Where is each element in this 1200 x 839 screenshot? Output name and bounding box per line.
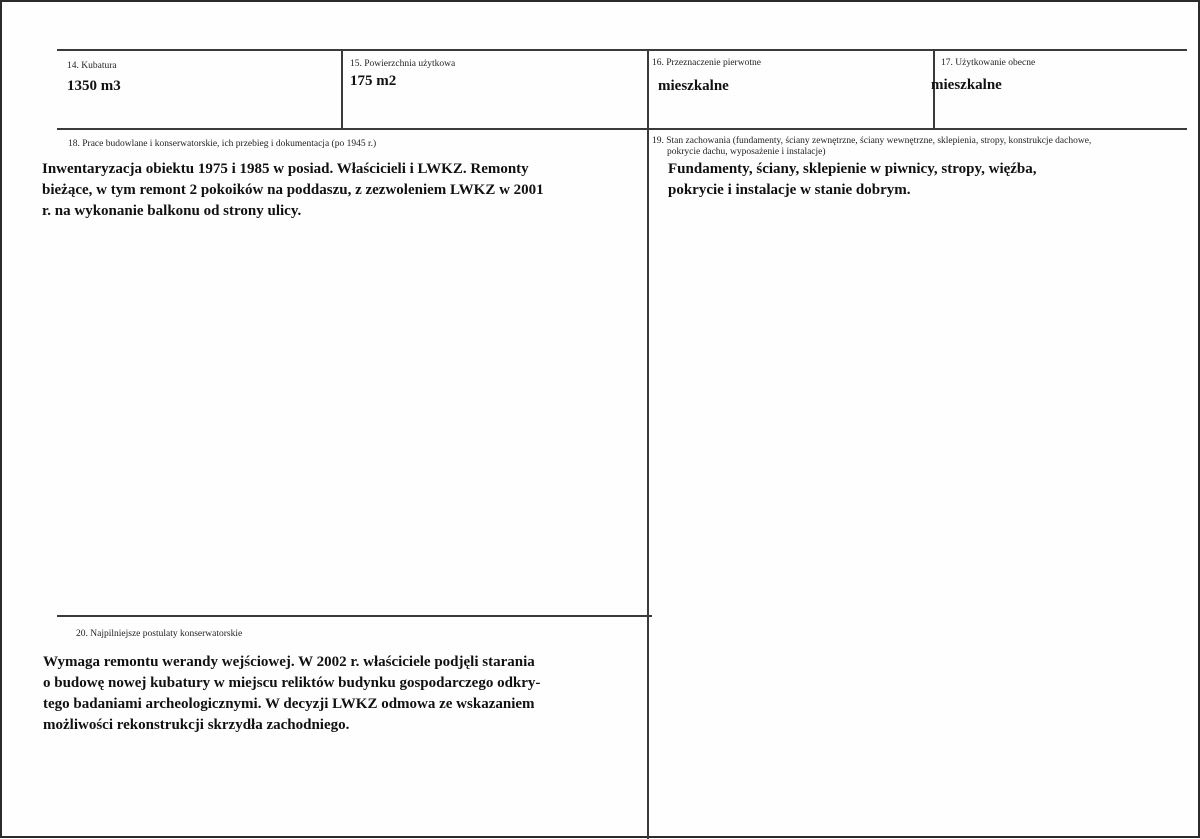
field-19-line: Fundamenty, ściany, sklepienie w piwnicy, stropy, więźba, — [668, 161, 1037, 177]
field-15-label: 15. Powierzchnia użytkowa — [350, 59, 456, 69]
field-19-line: pokrycie i instalacje w stanie dobrym. — [668, 182, 911, 198]
field-17-value: mieszkalne — [931, 77, 1002, 93]
section-18-20-divider — [57, 615, 652, 617]
field-16-label: 16. Przeznaczenie pierwotne — [652, 58, 761, 68]
field-20-line: możliwości rekonstrukcji skrzydła zachodniego. — [43, 717, 350, 733]
field-19-text — [668, 159, 1037, 201]
field-18-line: Inwentaryzacja obiektu 1975 i 1985 w posiad. Właścicieli i LWKZ. Remonty — [42, 161, 529, 177]
field-20-line: Wymaga remontu werandy wejściowej. W 2002 r. właściciele podjęli starania — [43, 654, 535, 670]
field-20-label: 20. Najpilniejsze postulaty konserwatorskie — [76, 629, 243, 639]
field-19-label-line: pokrycie dachu, wyposażenie i instalacje) — [667, 147, 826, 157]
field-20-line: tego badaniami archeologicznymi. W decyzji LWKZ odmowa ze wskazaniem — [43, 696, 535, 712]
field-16-value: mieszkalne — [658, 78, 729, 94]
field-18-text — [42, 159, 544, 222]
field-17-label: 17. Użytkowanie obecne — [941, 58, 1036, 68]
divider-14-15 — [341, 49, 343, 130]
field-18-line: bieżące, w tym remont 2 pokoików na poddaszu, z zezwoleniem LWKZ w 2001 — [42, 182, 544, 198]
top-row-upper-rule — [57, 49, 1187, 51]
field-20-line: o budowę nowej kubatury w miejscu reliktów budynku gospodarczego odkry- — [43, 675, 541, 691]
field-14-label: 14. Kubatura — [67, 61, 117, 71]
field-14-value: 1350 m3 — [67, 78, 121, 94]
field-19-label-line: 19. Stan zachowania (fundamenty, ściany zewnętrzne, ściany wewnętrzne, sklepienia, stropy, konstrukcje dachowe, — [652, 136, 1092, 146]
field-19-label — [652, 136, 1091, 158]
main-column-divider — [647, 49, 649, 839]
field-18-label: 18. Prace budowlane i konserwatorskie, ich przebieg i dokumentacja (po 1945 r.) — [68, 139, 377, 149]
field-15-value: 175 m2 — [350, 73, 397, 89]
field-18-line: r. na wykonanie balkonu od strony ulicy. — [42, 203, 302, 219]
top-row-lower-rule — [57, 128, 1187, 130]
field-20-text — [43, 652, 540, 736]
